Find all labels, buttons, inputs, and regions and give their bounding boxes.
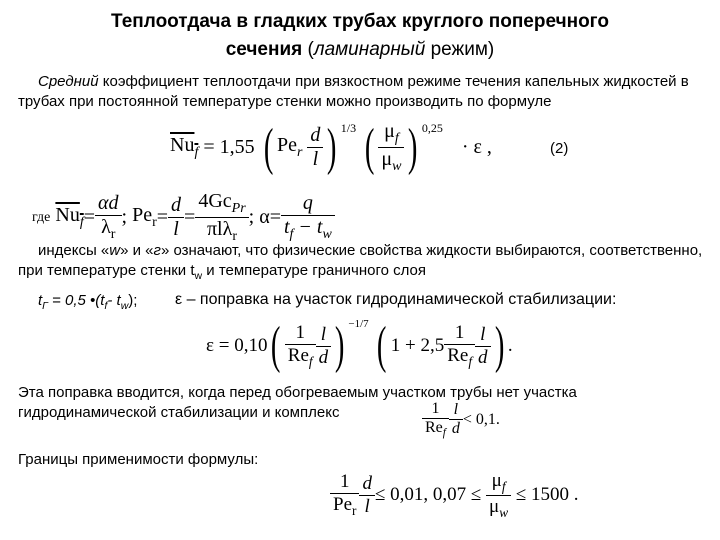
viscosity-ratio: $\frac{\mu_f}{\mu_w}$ [378, 120, 404, 175]
paren-close-1: ) [327, 118, 337, 176]
epsilon-formula: ε = 0,10( $\frac{1}{Re_f}$ $\frac{l}{d}$ ) −1/7 ( 1 + 2,5 $\frac{1}{Re_f}$ $\frac{l}{d}$ ) . [206, 317, 513, 374]
intro-text: коэффициент теплоотдачи при вязкостном режиме течения капельных жидкостей в трубах при постоянной температуре стенки можно производить по формуле [18, 73, 689, 110]
def-pe-d-over-l: $\frac{d}{l}$ [168, 194, 184, 241]
page-title [0, 8, 720, 64]
pe-symbol: $Pe_r$ [276, 134, 303, 160]
limits-label: Границы применимости формулы: [18, 451, 259, 468]
main-formula [170, 120, 492, 175]
title-line-1: Теплоотдача в гладких трубах круглого поперечного [111, 11, 609, 32]
title-line2-open: ( [302, 39, 314, 60]
paren-close-2: ) [408, 118, 418, 176]
coefficient: = 1,55 [203, 136, 255, 158]
title-line2-italic: ламинарный [313, 39, 426, 60]
epsilon-multiplier: · ε , [461, 136, 492, 158]
intro-paragraph [18, 72, 714, 112]
def-pe: $Pe_r$ [132, 204, 157, 230]
complex-criterion: $\frac{1}{Re_f}$ $\frac{l}{d}$ < 0,1. [422, 400, 500, 439]
equation-number: (2) [550, 140, 569, 157]
nu-symbol: $Nu_f$ [170, 134, 199, 160]
exponent-0-25: 0,25 [421, 121, 443, 135]
paren-open-1: ( [263, 118, 274, 176]
paren-open-2: ( [364, 118, 375, 176]
def-pe-fraction: $\frac{4Gc_{Pr}}{\pi l\lambda_r}$ [195, 190, 248, 245]
epsilon-description: ε – поправка на участок гидродинамической стабилизации: [175, 291, 617, 308]
title-line2-bold: сечения [225, 39, 303, 60]
title-line2-close: режим) [425, 39, 495, 60]
def-alpha-fraction: $\frac{q}{t_f - t_w}$ [281, 192, 335, 243]
limits-formula: $\frac{1}{Pe_r}$ $\frac{d}{l}$ ≤ 0,01, 0,07 ≤ $\frac{\mu_f}{\mu_w}$ ≤ 1500 . [330, 470, 579, 521]
where-label: где [32, 209, 51, 225]
d-over-l: $\frac{d}{l}$ [307, 124, 323, 171]
boundary-layer-temperature: $t_Г = 0,5$ $•(t_f-$ $t_w$); [38, 292, 138, 312]
correction-note: Эта поправка вводится, когда перед обогреваемым участком трубы нет участка гидродинамической стабилизации и комплекс [18, 384, 577, 421]
title-line-2 [0, 36, 720, 64]
def-nu: $Nu_f$ [55, 204, 84, 230]
definitions-formula: где $Nu_f=$ $\frac{\alpha d}{\lambda_r}$ ; $Pe_r=$ $\frac{d}{l}$ = $\frac{4Gc_{Pr}}{\pi l\lambda_r}$ ; α= $\frac{q}{t_f - t_w}$ [32, 190, 335, 245]
indices-paragraph: индексы «w» и «г» означают, что физические свойства жидкости выбираются, соответственно, при температуре стенки $t_w$ и температуре граничного слоя [18, 242, 703, 282]
def-alpha: α [259, 206, 270, 228]
intro-italic-lead: Средний [38, 73, 99, 90]
exponent-1-3: 1/3 [340, 121, 357, 135]
def-nu-fraction: $\frac{\alpha d}{\lambda_r}$ [95, 192, 122, 243]
